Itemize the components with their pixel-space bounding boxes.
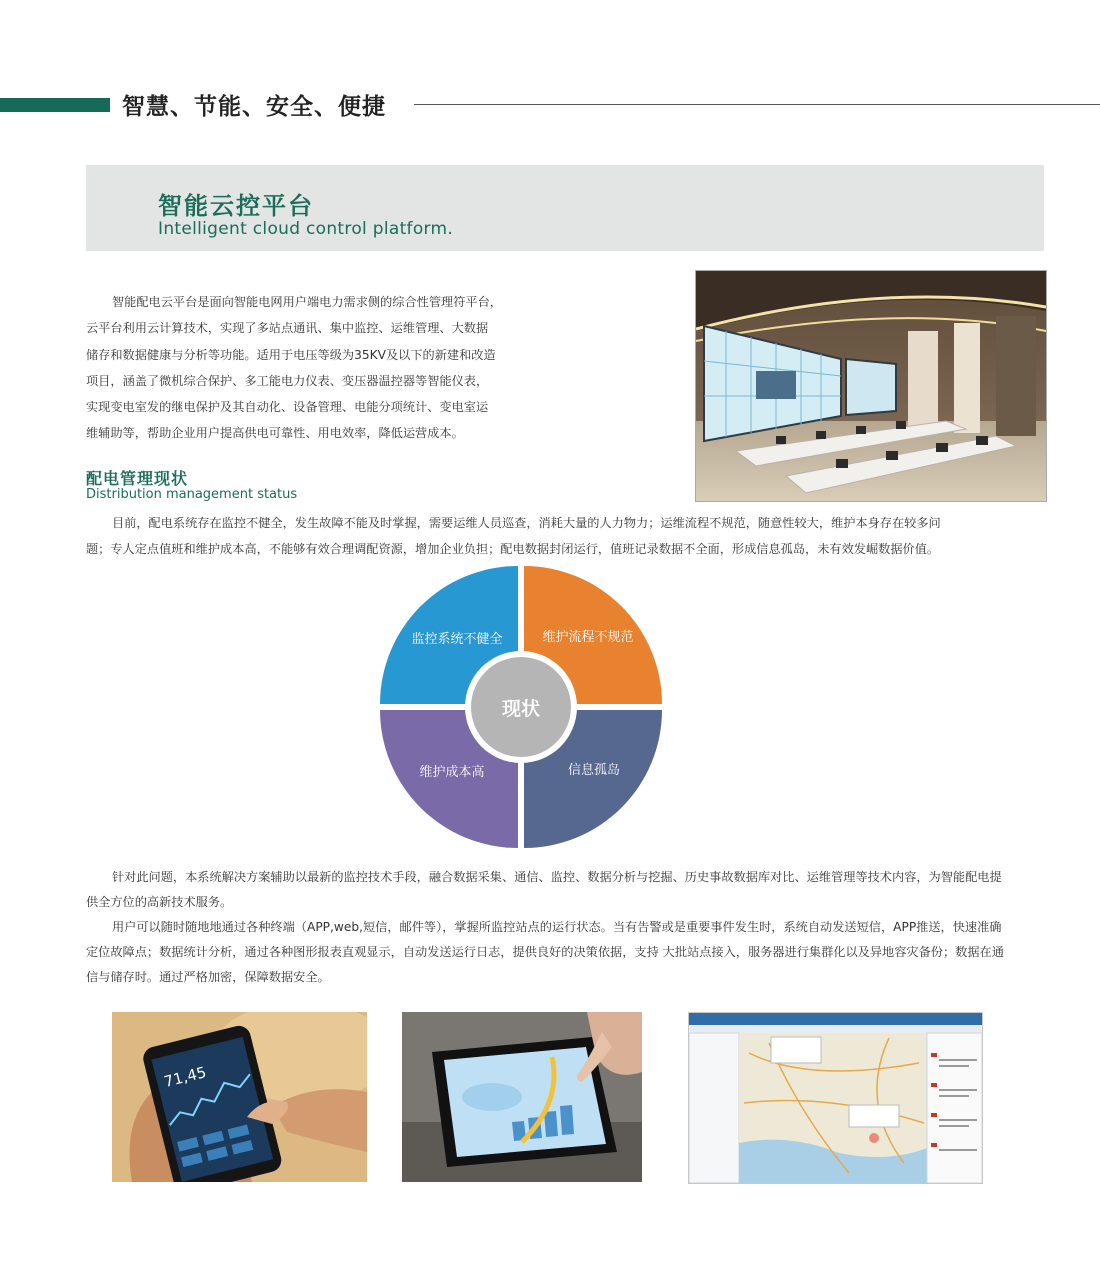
intro-line: 项目，涵盖了微机综合保护、多工能电力仪表、变压器温控器等智能仪表，	[86, 373, 489, 388]
intro-line: 智能配电云平台是面向智能电网用户端电力需求侧的综合性管理符平台，	[112, 295, 502, 309]
solution-line: 用户可以随时随地地通过各种终端（APP,web,短信，邮件等），掌握所监控站点的运行状态。当有告警或是重要事件发生时，系统自动发送短信，APP推送，快速准确	[112, 920, 1002, 934]
section-subtitle: Distribution management status	[86, 487, 298, 502]
status-quadrant-diagram	[378, 564, 664, 850]
tablet-photo	[402, 1012, 642, 1182]
quadrant-label: 维护成本高	[419, 765, 485, 780]
section-title: 配电管理现状	[86, 469, 189, 488]
status-line: 目前，配电系统存在监控不健全，发生故障不能及时掌握，需要运维人员巡查，消耗大量的人力物力；运维流程不规范，随意性较大，维护本身存在较多问	[112, 516, 941, 530]
solution-line: 供全方位的高新技术服务。	[86, 895, 233, 909]
page-title: 智能云控平台	[158, 192, 314, 220]
status-paragraph	[86, 510, 986, 562]
intro-line: 储存和数据健康与分析等功能。适用于电压等级为35KV及以下的新建和改造	[86, 347, 496, 362]
intro-paragraph	[86, 289, 536, 447]
solution-line: 针对此问题，本系统解决方案辅助以最新的监控技术手段，融合数据采集、通信、监控、数据分析与挖掘、历史事故数据库对比、运维管理等技术内容，为智能配电提	[112, 870, 1002, 884]
quadrant-label: 信息孤岛	[567, 763, 621, 778]
control-room-photo	[695, 270, 1047, 502]
solution-line: 定位故障点；数据统计分析，通过各种图形报表直观显示，自动发送运行日志，提供良好的决策依据，支持 大批站点接入，服务器进行集群化以及异地容灾备份；数据在通	[86, 945, 1004, 959]
intro-line: 云平台利用云计算技术，实现了多站点通讯、集中监控、运维管理、大数据	[86, 321, 489, 336]
center-label: 现状	[501, 698, 541, 720]
status-line: 题；专人定点值班和维护成本高，不能够有效合理调配资源，增加企业负担；配电数据封闭运行，值班记录数据不全面，形成信息孤岛，未有效发崛数据价值。	[86, 542, 940, 556]
intro-line: 维辅助等，帮助企业用户提高供电可靠性、用电效率，降低运营成本。	[86, 426, 464, 441]
header-rule	[414, 104, 1100, 105]
quadrant-label: 维护流程不规范	[542, 630, 634, 645]
quadrant-label: 监控系统不健全	[411, 632, 503, 647]
smartphone-photo	[112, 1012, 367, 1182]
solution-line: 信与储存时。通过严格加密，保障数据安全。	[86, 970, 330, 984]
header-tagline: 智慧、节能、安全、便捷	[122, 94, 386, 120]
intro-line: 实现变电室发的继电保护及其自动化、设备管理、电能分项统计、变电室运	[86, 400, 489, 415]
solution-paragraph	[86, 865, 1056, 990]
phone-reading: 71,45	[162, 1063, 209, 1091]
page-subtitle: Intelligent cloud control platform.	[158, 219, 454, 239]
header-accent-bar	[0, 98, 110, 112]
map-platform-screenshot	[688, 1012, 983, 1184]
